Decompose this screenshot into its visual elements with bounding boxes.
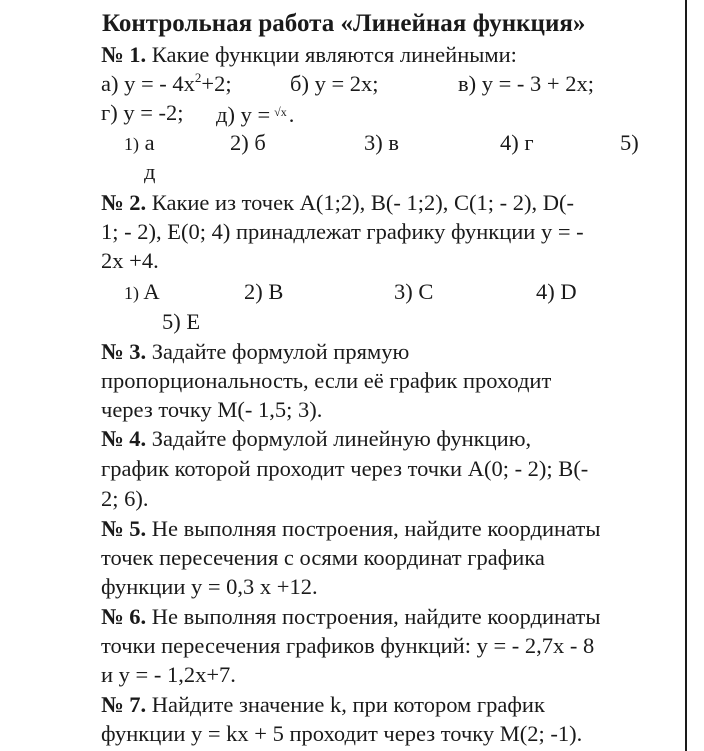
q1-answer-1-letter: а (144, 130, 155, 155)
q2-answer-1 (124, 277, 160, 308)
q1-option-b: б) y = 2x; (290, 71, 379, 96)
q2-answer-2: 2) B (244, 279, 284, 304)
q1-option-d-label: д) y = (216, 102, 271, 127)
q1-answer-3: 3) в (364, 130, 399, 155)
question-7-line-2: функции y = kx + 5 проходит через точку M(2; -1). (101, 721, 583, 746)
question-3-number: № 3. (101, 339, 147, 364)
question-2-line-2: 1; - 2), E(0; 4) принадлежат графику функции y = - (101, 219, 584, 244)
question-7-text-1: Найдите значение k, при котором график (151, 692, 545, 717)
question-3-line-1 (101, 337, 409, 366)
question-6-line-2: точки пересечения графиков функций: y = - 2,7x - 8 (101, 633, 595, 658)
question-5-line-2: точек пересечения с осями координат графика (101, 545, 545, 570)
q2-answer-3: 3) C (394, 279, 434, 304)
question-1-number: № 1. (101, 42, 147, 67)
question-6-line-1 (101, 602, 600, 631)
question-4-text-1: Задайте формулой линейную функцию, (151, 426, 532, 451)
q2-answer-4: 4) D (536, 279, 577, 304)
question-3-line-2: пропорциональность, если её график проходит (101, 368, 552, 393)
q1-option-a-exponent: 2 (194, 70, 202, 85)
q1-option-a-base: а) y = - 4x (101, 71, 195, 96)
question-3-line-3: через точку M(- 1,5; 3). (101, 397, 323, 422)
right-border-line (685, 0, 687, 751)
question-7-line-1 (101, 690, 545, 719)
question-2-line-1 (101, 188, 574, 217)
question-1-heading (101, 40, 517, 69)
question-3-text-1: Задайте формулой прямую (151, 339, 410, 364)
question-6-number: № 6. (101, 604, 147, 629)
question-7-number: № 7. (101, 692, 147, 717)
question-6-text-1: Не выполняя построения, найдите координаты (151, 604, 601, 629)
question-5-line-3: функции y = 0,3 x +12. (101, 574, 318, 599)
question-5-number: № 5. (101, 516, 147, 541)
q2-answer-1-letter: A (143, 279, 160, 304)
question-4-line-1 (101, 424, 531, 453)
question-2-text-1: Какие из точек A(1;2), B(- 1;2), C(1; - 2), D(- (151, 190, 574, 215)
q1-answer-5: 5) (620, 130, 639, 155)
question-2-number: № 2. (101, 190, 147, 215)
q1-answer-1-num: 1) (124, 134, 139, 154)
question-2-line-3: 2x +4. (101, 248, 159, 273)
q1-answer-4: 4) г (500, 130, 534, 155)
question-5-text-1: Не выполняя построения, найдите координаты (151, 516, 601, 541)
q1-option-a (101, 69, 232, 98)
q1-option-v: в) y = - 3 + 2x; (458, 71, 594, 96)
sqrt-x-symbol: √x (274, 105, 287, 119)
q2-answer-1-num: 1) (124, 283, 139, 303)
q1-option-g: г) y = -2; (101, 100, 184, 125)
q1-option-d (216, 98, 294, 129)
q1-option-a-tail: +2; (201, 71, 232, 96)
q1-option-d-period: . (288, 102, 295, 127)
question-4-number: № 4. (101, 426, 147, 451)
q1-answer-2: 2) б (230, 130, 266, 155)
q2-answer-5: 5) E (162, 309, 201, 334)
page-title: Контрольная работа «Линейная функция» (102, 10, 586, 37)
question-5-line-1 (101, 514, 600, 543)
question-6-line-3: и y = - 1,2x+7. (101, 662, 236, 687)
q1-answer-1 (124, 128, 155, 159)
q1-answer-5-continued: д (144, 159, 156, 184)
question-1-text: Какие функции являются линейными: (151, 42, 517, 67)
question-4-line-2: график которой проходит через точки A(0; - 2); B(- (101, 456, 589, 481)
question-4-line-3: 2; 6). (101, 486, 149, 511)
